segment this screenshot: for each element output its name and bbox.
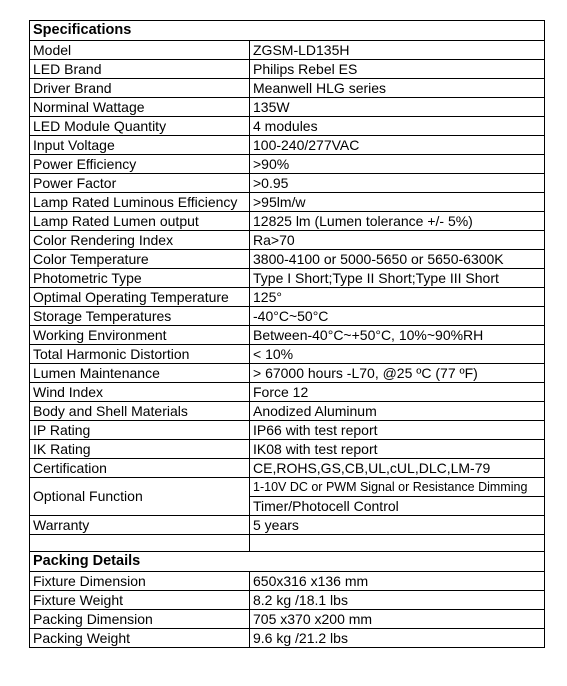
- spec-label: Norminal Wattage: [30, 98, 250, 117]
- spec-row: [30, 250, 545, 269]
- packing-value: 8.2 kg /18.1 lbs: [250, 591, 545, 610]
- spec-value: 100-240/277VAC: [250, 136, 545, 155]
- spec-label: Body and Shell Materials: [30, 402, 250, 421]
- spec-row: [30, 364, 545, 383]
- spec-row: [30, 402, 545, 421]
- packing-row: [30, 610, 545, 629]
- packing-label: Fixture Weight: [30, 591, 250, 610]
- spec-row: [30, 288, 545, 307]
- spec-value: >0.95: [250, 174, 545, 193]
- spec-value: -40°C~50°C: [250, 307, 545, 326]
- spec-value: >95lm/w: [250, 193, 545, 212]
- packing-title: Packing Details: [30, 552, 545, 572]
- spec-label: Total Harmonic Distortion: [30, 345, 250, 364]
- spec-value: Meanwell HLG series: [250, 79, 545, 98]
- spec-value: > 67000 hours -L70, @25 ºC (77 ºF): [250, 364, 545, 383]
- spec-row: [30, 212, 545, 231]
- spec-row: [30, 459, 545, 478]
- specifications-header-row: [30, 21, 545, 41]
- spec-label: Model: [30, 41, 250, 60]
- spec-row: [30, 60, 545, 79]
- spec-value: IP66 with test report: [250, 421, 545, 440]
- spec-row: [30, 345, 545, 364]
- spec-value: Between-40°C~+50°C, 10%~90%RH: [250, 326, 545, 345]
- specifications-table: [29, 20, 545, 648]
- spec-value: IK08 with test report: [250, 440, 545, 459]
- spacer-cell: [250, 535, 545, 552]
- packing-label: Packing Dimension: [30, 610, 250, 629]
- spec-value: 12825 lm (Lumen tolerance +/- 5%): [250, 212, 545, 231]
- spec-value: ZGSM-LD135H: [250, 41, 545, 60]
- spec-label: IP Rating: [30, 421, 250, 440]
- optional-function-label: Optional Function: [30, 478, 250, 516]
- spec-label: Photometric Type: [30, 269, 250, 288]
- spacer-cell: [30, 535, 250, 552]
- spec-value: 135W: [250, 98, 545, 117]
- spec-row: [30, 383, 545, 402]
- spec-value: Ra>70: [250, 231, 545, 250]
- spec-label: Power Efficiency: [30, 155, 250, 174]
- spec-value: CE,ROHS,GS,CB,UL,cUL,DLC,LM-79: [250, 459, 545, 478]
- spec-value: Type I Short;Type II Short;Type III Short: [250, 269, 545, 288]
- spec-label: IK Rating: [30, 440, 250, 459]
- spec-row: [30, 41, 545, 60]
- spec-label: Driver Brand: [30, 79, 250, 98]
- spec-value: Anodized Aluminum: [250, 402, 545, 421]
- packing-header-row: [30, 552, 545, 572]
- spec-row: [30, 79, 545, 98]
- spec-value: Philips Rebel ES: [250, 60, 545, 79]
- warranty-row: [30, 516, 545, 535]
- spec-row: [30, 136, 545, 155]
- optional-function-value-2: Timer/Photocell Control: [250, 497, 545, 516]
- spec-row: [30, 269, 545, 288]
- packing-row: [30, 629, 545, 648]
- warranty-value: 5 years: [250, 516, 545, 535]
- spec-row: [30, 174, 545, 193]
- spec-label: Lumen Maintenance: [30, 364, 250, 383]
- packing-value: 9.6 kg /21.2 lbs: [250, 629, 545, 648]
- optional-function-row: [30, 478, 545, 497]
- packing-value: 705 x370 x200 mm: [250, 610, 545, 629]
- spec-value: 4 modules: [250, 117, 545, 136]
- spec-row: [30, 117, 545, 136]
- specifications-body: [30, 21, 545, 572]
- spec-value: Force 12: [250, 383, 545, 402]
- packing-value: 650x316 x136 mm: [250, 572, 545, 591]
- packing-label: Packing Weight: [30, 629, 250, 648]
- spacer-row: [30, 535, 545, 552]
- spec-label: Wind Index: [30, 383, 250, 402]
- spec-label: Storage Temperatures: [30, 307, 250, 326]
- packing-body: [30, 572, 545, 648]
- packing-row: [30, 572, 545, 591]
- spec-row: [30, 193, 545, 212]
- spec-row: [30, 440, 545, 459]
- spec-label: Color Rendering Index: [30, 231, 250, 250]
- spec-label: Lamp Rated Luminous Efficiency: [30, 193, 250, 212]
- spec-label: LED Module Quantity: [30, 117, 250, 136]
- spec-row: [30, 155, 545, 174]
- packing-row: [30, 591, 545, 610]
- spec-row: [30, 326, 545, 345]
- spec-value: 125°: [250, 288, 545, 307]
- spec-row: [30, 231, 545, 250]
- spec-value: >90%: [250, 155, 545, 174]
- spec-label: Input Voltage: [30, 136, 250, 155]
- warranty-label: Warranty: [30, 516, 250, 535]
- spec-label: Optimal Operating Temperature: [30, 288, 250, 307]
- spec-row: [30, 307, 545, 326]
- spec-label: Power Factor: [30, 174, 250, 193]
- spec-label: LED Brand: [30, 60, 250, 79]
- spec-row: [30, 421, 545, 440]
- spec-row: [30, 98, 545, 117]
- optional-function-value-1: 1-10V DC or PWM Signal or Resistance Dimming: [250, 478, 545, 497]
- spec-value: < 10%: [250, 345, 545, 364]
- spec-label: Working Environment: [30, 326, 250, 345]
- specifications-title: Specifications: [30, 21, 545, 41]
- spec-value: 3800-4100 or 5000-5650 or 5650-6300K: [250, 250, 545, 269]
- packing-label: Fixture Dimension: [30, 572, 250, 591]
- spec-label: Certification: [30, 459, 250, 478]
- spec-label: Lamp Rated Lumen output: [30, 212, 250, 231]
- spec-label: Color Temperature: [30, 250, 250, 269]
